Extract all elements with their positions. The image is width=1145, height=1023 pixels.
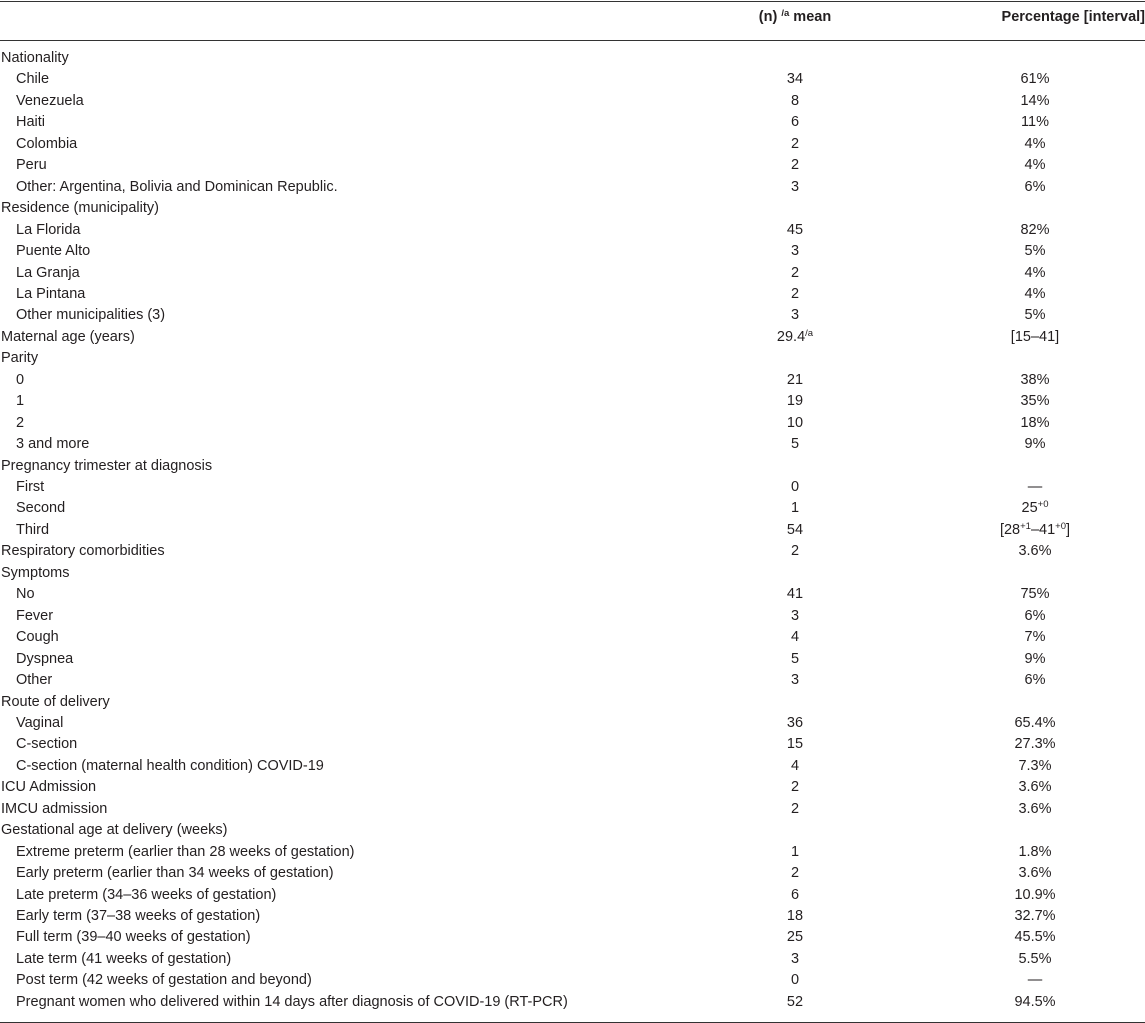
row-n-value: 2 [790, 264, 800, 281]
row-n-value: 25 [786, 929, 804, 946]
row-n-value: 21 [786, 371, 804, 388]
row-n-value: 2 [790, 800, 800, 817]
row-label: Peru [16, 157, 47, 174]
row-label: La Granja [16, 264, 80, 281]
row-n-value: 3 [790, 672, 800, 689]
row-n-value: 54 [786, 521, 804, 538]
row-percentage: — [1027, 479, 1043, 495]
row-label: Residence (municipality) [1, 200, 159, 217]
row-n-value: 2 [790, 865, 800, 882]
row-n-value: 6 [790, 886, 800, 903]
row-n-value: 5 [790, 436, 800, 453]
row-label: C-section [16, 736, 78, 753]
table-row [0, 584, 1145, 605]
table-row [0, 777, 1145, 798]
row-label: Nationality [1, 50, 69, 66]
row-percentage: [15–41] [1010, 328, 1060, 345]
row-percentage: 9% [1024, 650, 1046, 667]
row-percentage: 3.6% [1018, 800, 1052, 817]
table-row [0, 627, 1145, 648]
row-percentage: 6% [1024, 178, 1046, 195]
table-row [0, 434, 1145, 455]
row-percentage: 94.5% [1014, 993, 1056, 1010]
row-n-value: 1 [790, 843, 800, 860]
row-label: Colombia [16, 135, 78, 152]
table-row [0, 949, 1145, 970]
row-percentage: 65.4% [1014, 714, 1056, 731]
table-row [0, 241, 1145, 262]
table-row [0, 649, 1145, 670]
table-header [0, 9, 1145, 31]
row-percentage: 6% [1024, 672, 1046, 689]
table-row [0, 498, 1145, 519]
row-n-value: 45 [786, 221, 804, 238]
row-label: Chile [16, 71, 50, 88]
row-n-value: 19 [786, 393, 804, 410]
table-row [0, 820, 1145, 841]
row-label: Haiti [16, 114, 46, 131]
row-label: 0 [16, 371, 25, 388]
table-row [0, 563, 1145, 584]
header-n-mean: (n) $^{/a}$ mean [758, 8, 832, 25]
top-rule [0, 1, 1145, 2]
row-n-value: 4 [790, 629, 800, 646]
row-percentage: $[28^{+1}-41^{+0}]$ [999, 520, 1071, 538]
table-row [0, 112, 1145, 133]
row-percentage: 6% [1024, 607, 1046, 624]
table-row [0, 370, 1145, 391]
row-n-value: 2 [790, 135, 800, 152]
row-n-value: 3 [790, 178, 800, 195]
table-row [0, 348, 1145, 369]
row-percentage: 10.9% [1014, 886, 1056, 903]
table-row [0, 992, 1145, 1013]
row-n-value: 4 [790, 757, 800, 774]
row-percentage: — [1027, 972, 1043, 989]
row-label: Maternal age (years) [1, 328, 135, 345]
table-row [0, 48, 1145, 69]
table-row [0, 391, 1145, 412]
row-percentage: 7.3% [1018, 757, 1052, 774]
table-row [0, 606, 1145, 627]
row-label: La Pintana [16, 285, 86, 302]
row-label: Pregnancy trimester at diagnosis [1, 457, 213, 474]
row-label: Extreme preterm (earlier than 28 weeks of gestation) [16, 843, 355, 860]
table-row [0, 541, 1145, 562]
row-label: Second [16, 500, 66, 517]
row-n-value: 2 [790, 779, 800, 796]
row-percentage: 3.6% [1018, 779, 1052, 796]
row-n-value: 36 [786, 714, 804, 731]
row-label: No [16, 586, 35, 603]
header-percentage: Percentage [interval] [1001, 9, 1145, 25]
row-percentage: 45.5% [1014, 929, 1056, 946]
table-row [0, 69, 1145, 90]
row-n-value: 0 [790, 479, 800, 495]
row-n-value: 2 [790, 543, 800, 560]
row-percentage: 3.6% [1018, 543, 1052, 560]
row-percentage: 9% [1024, 436, 1046, 453]
row-label: Parity [1, 350, 39, 367]
row-percentage: 27.3% [1014, 736, 1056, 753]
row-n-value: 5 [790, 650, 800, 667]
row-label: Fever [16, 607, 54, 624]
row-n-value: 2 [790, 285, 800, 302]
row-percentage: 5% [1024, 307, 1046, 324]
table-row [0, 91, 1145, 112]
table-row [0, 670, 1145, 691]
row-n-value: 15 [786, 736, 804, 753]
row-label: Other [16, 672, 53, 689]
table-row [0, 263, 1145, 284]
row-percentage: 4% [1024, 157, 1046, 174]
table-row [0, 970, 1145, 991]
row-label: Third [16, 521, 50, 538]
row-n-value: 34 [786, 71, 804, 88]
table-row [0, 842, 1145, 863]
table-row [0, 198, 1145, 219]
row-n-value: 3 [790, 950, 800, 967]
table-row [0, 456, 1145, 477]
row-percentage: $25^{+0}$ [1021, 499, 1049, 517]
row-label: Vaginal [16, 714, 64, 731]
row-percentage: 7% [1024, 629, 1046, 646]
row-n-value: 52 [786, 993, 804, 1010]
row-label: Respiratory comorbidities [1, 543, 165, 560]
table-row [0, 692, 1145, 713]
row-n-value: 41 [786, 586, 804, 603]
row-n-value: 1 [790, 500, 800, 517]
row-label: Venezuela [16, 92, 84, 109]
table-row [0, 284, 1145, 305]
row-percentage: 82% [1020, 221, 1050, 238]
row-percentage: 14% [1020, 92, 1050, 109]
row-percentage: 61% [1020, 71, 1050, 88]
row-label: Late term (41 weeks of gestation) [16, 950, 232, 967]
row-percentage: 3.6% [1018, 865, 1052, 882]
row-percentage: 5.5% [1018, 950, 1052, 967]
row-label: Early term (37–38 weeks of gestation) [16, 908, 261, 924]
row-n-value: 3 [790, 243, 800, 260]
row-n-value: 6 [790, 114, 800, 131]
row-percentage: 4% [1024, 264, 1046, 281]
row-n-value: 3 [790, 307, 800, 324]
table-row [0, 520, 1145, 541]
table-row [0, 799, 1145, 820]
row-label: ICU Admission [1, 779, 97, 796]
row-label: Symptoms [1, 564, 70, 581]
row-percentage: 1.8% [1018, 843, 1052, 860]
row-label: Puente Alto [16, 243, 91, 260]
row-percentage: 75% [1020, 586, 1050, 603]
row-label: Post term (42 weeks of gestation and beyond) [16, 972, 312, 989]
row-label: La Florida [16, 221, 81, 238]
row-label: C-section (maternal health condition) COVID-19 [16, 757, 324, 774]
table-row [0, 713, 1145, 734]
row-percentage: 35% [1020, 393, 1050, 410]
row-label: Cough [16, 629, 59, 646]
row-percentage: 32.7% [1014, 908, 1056, 924]
row-percentage: 4% [1024, 135, 1046, 152]
row-n-value: 18 [786, 908, 804, 924]
row-label: 1 [16, 393, 25, 410]
row-percentage: 38% [1020, 371, 1050, 388]
table-row [0, 863, 1145, 884]
table-row [0, 327, 1145, 348]
row-label: Full term (39–40 weeks of gestation) [16, 929, 251, 946]
row-label: 3 and more [16, 436, 90, 453]
row-label: IMCU admission [1, 800, 108, 817]
row-label: 2 [16, 414, 25, 431]
table-row [0, 413, 1145, 434]
table-row [0, 134, 1145, 155]
row-n-value: $29.4^{/a}$ [776, 327, 814, 345]
table-row [0, 906, 1145, 927]
row-label: Other municipalities (3) [16, 307, 166, 324]
table-row [0, 756, 1145, 777]
row-label: First [16, 479, 45, 495]
table-row [0, 177, 1145, 198]
row-label: Route of delivery [1, 693, 110, 710]
row-label: Pregnant women who delivered within 14 days after diagnosis of COVID-19 (RT-PCR) [16, 993, 568, 1010]
row-percentage: 11% [1021, 114, 1049, 131]
table-row [0, 927, 1145, 948]
row-label: Early preterm (earlier than 34 weeks of gestation) [16, 865, 334, 882]
table-row [0, 734, 1145, 755]
row-label: Late preterm (34–36 weeks of gestation) [16, 886, 277, 903]
row-label: Dyspnea [16, 650, 74, 667]
row-n-value: 3 [790, 607, 800, 624]
table-row [0, 477, 1145, 498]
table-row [0, 885, 1145, 906]
row-n-value: 8 [790, 92, 800, 109]
table-row [0, 155, 1145, 176]
table-row [0, 220, 1145, 241]
row-n-value: 2 [790, 157, 800, 174]
row-percentage: 5% [1024, 243, 1046, 260]
row-percentage: 18% [1020, 414, 1050, 431]
header-rule [0, 40, 1145, 41]
row-label: Other: Argentina, Bolivia and Dominican Republic. [16, 178, 338, 195]
table-row [0, 305, 1145, 326]
row-n-value: 0 [790, 972, 800, 989]
row-label: Gestational age at delivery (weeks) [1, 822, 228, 839]
row-n-value: 10 [786, 414, 804, 431]
row-percentage: 4% [1024, 285, 1046, 302]
